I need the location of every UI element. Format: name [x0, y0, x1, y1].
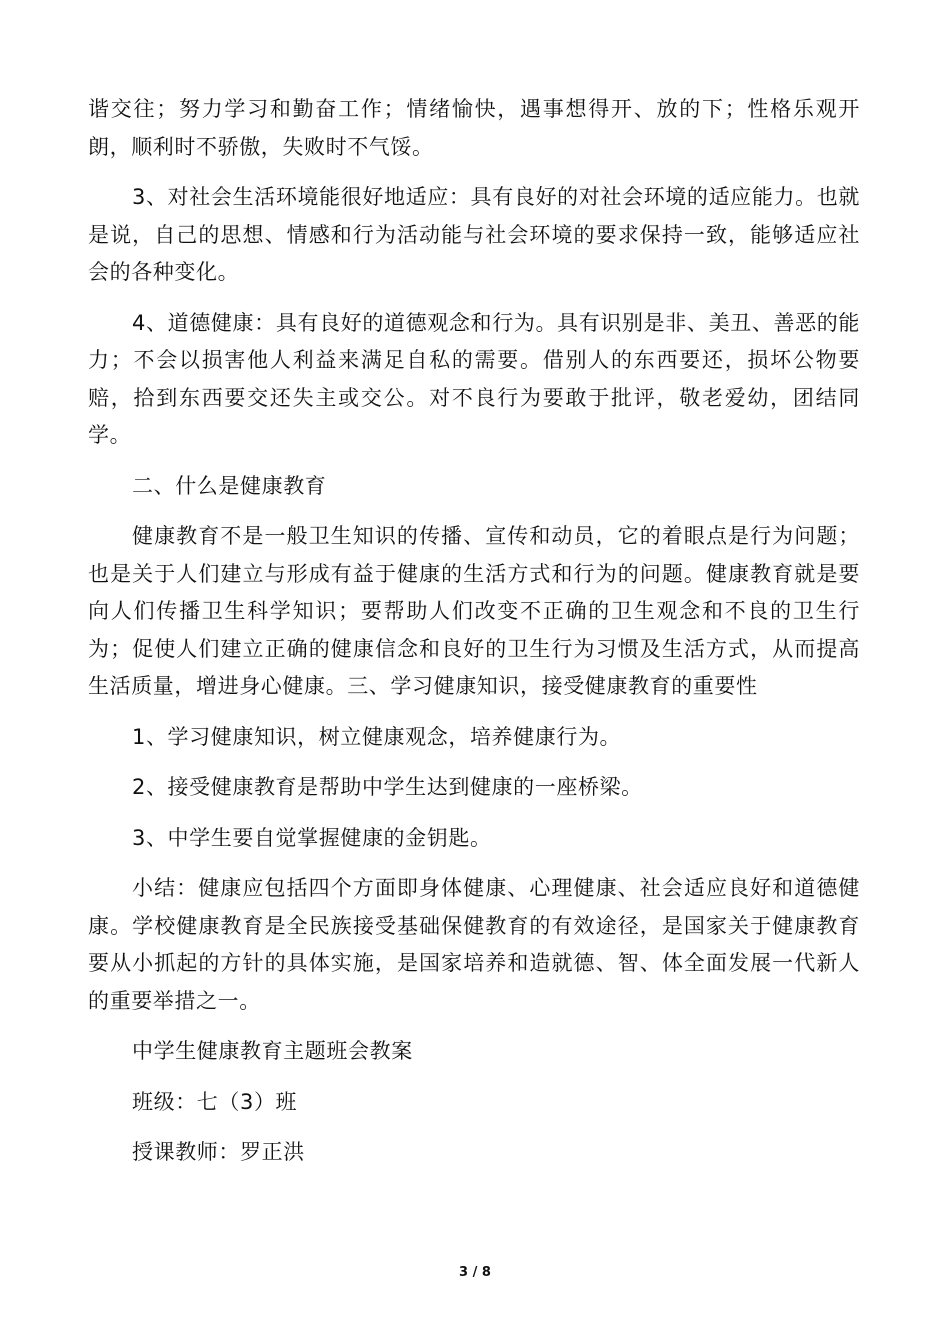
list-item-3: 3、中学生要自觉掌握健康的金钥匙。 [132, 825, 492, 850]
class-info: 班级：七（3）班 [132, 1089, 298, 1114]
lesson-plan-title: 中学生健康教育主题班会教案 [132, 1039, 413, 1063]
paragraph-social-adaptation: 3、对社会生活环境能很好地适应：具有良好的对社会环境的适应能力。也就是说，自己的思想、情感和行为活动能与社会环境的要求保持一致，能够适应社会的各种变化。 [88, 185, 860, 284]
list-item-2: 2、接受健康教育是帮助中学生达到健康的一座桥梁。 [132, 775, 643, 799]
document-body [88, 91, 860, 1172]
paragraph-moral-health: 4、道德健康：具有良好的道德观念和行为。具有识别是非、美丑、善恶的能力；不会以损害他人利益来满足自私的需要。借别人的东西要还，损坏公物要赔，拾到东西要交还失主或交公。对不良行为要敢于批评，敬老爱幼，团结同学。 [88, 310, 860, 447]
section-heading-health-education: 二、什么是健康教育 [132, 473, 327, 498]
paragraph-continuation: 谐交往；努力学习和勤奋工作；情绪愉快，遇事想得开、放的下；性格乐观开朗，顺利时不骄傲，失败时不气馁。 [88, 97, 860, 159]
teacher-info: 授课教师：罗正洪 [132, 1140, 305, 1164]
page-number: 3 / 8 [459, 1265, 491, 1280]
paragraph-summary: 小结：健康应包括四个方面即身体健康、心理健康、社会适应良好和道德健康。学校健康教育是全民族接受基础保健教育的有效途径，是国家关于健康教育要从小抓起的方针的具体实施，是国家培养和造就德、智、体全面发展一代新人的重要举措之一。 [88, 876, 860, 1013]
paragraph-health-education-definition: 健康教育不是一般卫生知识的传播、宣传和动员，它的着眼点是行为问题；也是关于人们建立与形成有益于健康的生活方式和行为的问题。健康教育就是要向人们传播卫生科学知识；要帮助人们改变不正确的卫生观念和不良的卫生行为；促使人们建立正确的健康信念和良好的卫生行为习惯及生活方式，从而提高生活质量，增进身心健康。三、学习健康知识，接受健康教育的重要性 [88, 524, 860, 698]
list-item-1: 1、学习健康知识，树立健康观念，培养健康行为。 [132, 724, 622, 749]
